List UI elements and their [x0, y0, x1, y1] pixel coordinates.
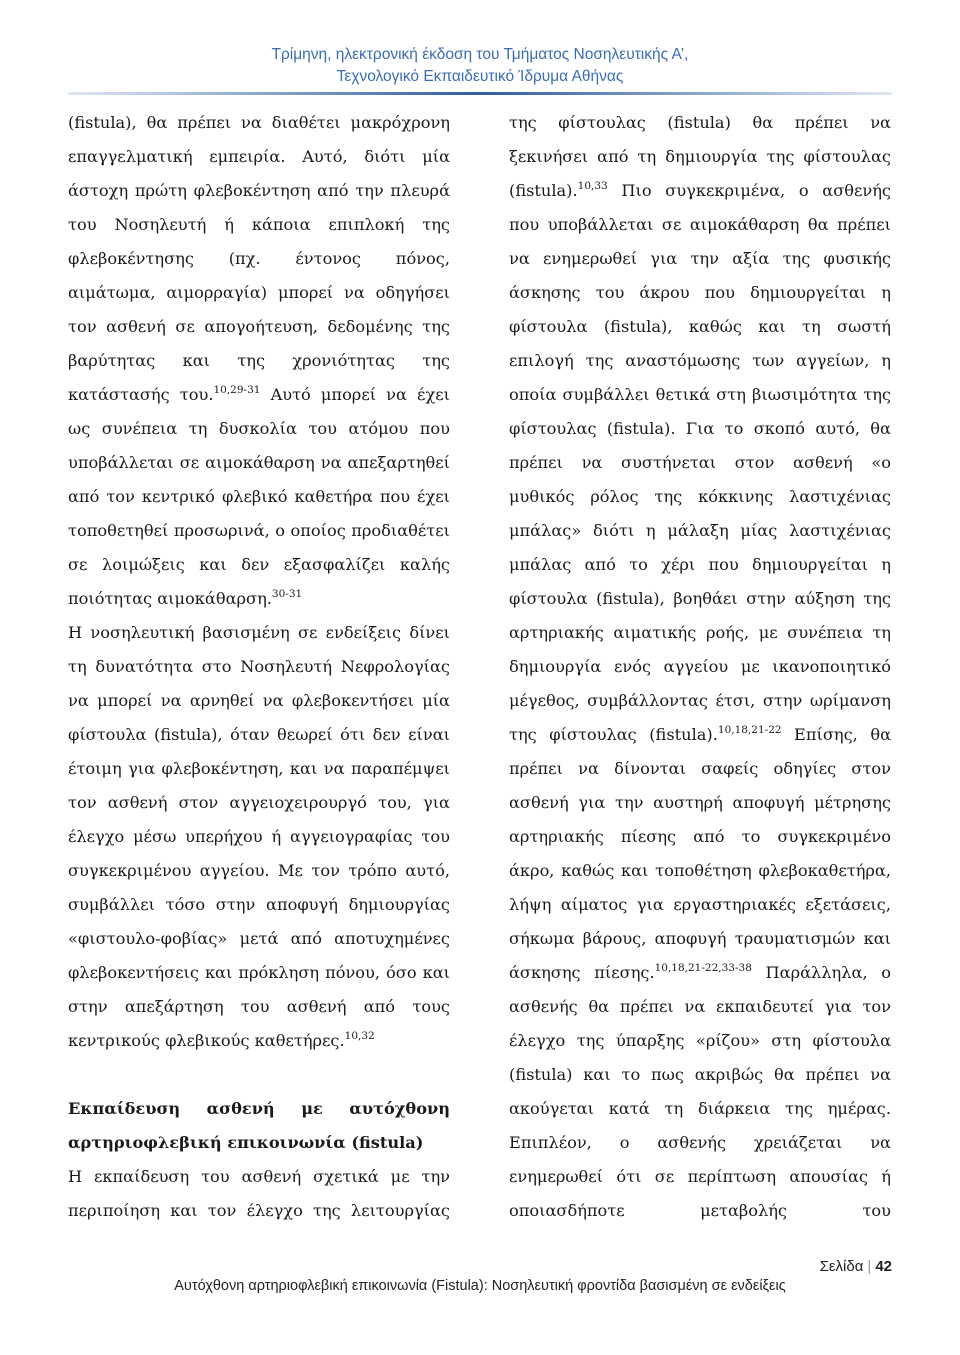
paragraph: Η νοσηλευτική βασισμένη σε ενδείξεις δίνει τη δυνατότητα στο Νοσηλευτή Νεφρολογίας να μπορεί να αρνηθεί να φλεβοκεντήσει μία φίστουλα (fistula), όταν θεωρεί ότι δεν είναι έτοιμη για φλεβοκέντηση, και να παραπέμψει τον ασθενή στον αγγειοχειρουργό του, για έλεγχο μέσω υπερήχου ή αγγειογραφίας του συγκεκριμένου αγγείου. Με τον τρόπο αυτό, συμβάλλει τόσο στην αποφυγή δημιουργίας «φιστουλο-φοβίας» μετά από αποτυχημένες φλεβοκεντήσεις και πρόκληση πόνου, όσο και στην απεξάρτηση του ασθενή από τους κεντρικούς φλεβικούς καθετήρες.$^{10,32}$: [68, 623, 450, 1050]
footer-title: Αυτόχθονη αρτηριοφλεβική επικοινωνία (Fistula): Νοσηλευτική φροντίδα βασισμένη σε ενδείξεις: [174, 1278, 786, 1294]
citation: 10,33: [577, 180, 608, 192]
section-heading: Εκπαίδευση ασθενή με αυτόχθονη αρτηριοφλεβική επικοινωνία (fistula): [68, 1099, 450, 1152]
left-column: [68, 106, 450, 1228]
header-divider: [68, 92, 892, 95]
citation: 10,18,21-22: [717, 724, 782, 736]
header-line-2: Τεχνολογικό Εκπαιδευτικό Ίδρυμα Αθήνας: [336, 68, 624, 85]
citation: 10,29-31: [213, 384, 261, 396]
paragraph: Η εκπαίδευση του ασθενή σχετικά με την περιποίηση και τον έλεγχο της λειτουργίας: [68, 1167, 450, 1220]
citation: 30-31: [271, 588, 303, 600]
right-column: [509, 106, 891, 1228]
citation: 10,18,21-22,33-38: [654, 962, 752, 974]
header-line-1: Τρίμηνη, ηλεκτρονική έκδοση του Τμήματος Νοσηλευτικής Α’,: [271, 46, 689, 63]
journal-header: [0, 44, 960, 88]
paragraph: της φίστουλας (fistula) θα πρέπει να ξεκινήσει από τη δημιουργία της φίστουλας (fistula).$^{10,33}$ Πιο συγκεκριμένα, ο ασθενής που υποβάλλεται σε αιμοκάθαρση θα πρέπει να ενημερωθεί για την αξία της φυσικής άσκησης του άκρου που δημιουργείται η φίστουλα (fistula), καθώς και τη σωστή επιλογή της αναστόμωσης των αγγείων, η οποία συμβάλλει θετικά στη βιωσιμότητα της φίστουλας (fistula). Για το σκοπό αυτό, θα πρέπει να συστήνεται στον ασθενή «ο μυθικός ρόλος της κόκκινης λαστιχένιας μπάλας» διότι η μάλαξη μίας λαστιχένιας μπάλας από το χέρι που δημιουργείται η φίστουλα (fistula), βοηθάει στην αύξηση της αρτηριακής αιματικής ροής, με συνέπεια τη δημιουργία ενός αγγείου με ικανοποιητικό μέγεθος, συμβάλλοντας έτσι, στην ωρίμανση της φίστουλας (fistula).$^{10,18,21-22}$ Επίσης, θα πρέπει να δίνονται σαφείς οδηγίες στον ασθενή για την αυστηρή αποφυγή μέτρησης αρτηριακής πίεσης από το συγκεκριμένο άκρο, καθώς και τοποθέτηση φλεβοκαθετήρα, λήψη αίματος για εργαστηριακές εξετάσεις, σήκωμα βάρους, αποφυγή τραυματισμών και άσκησης πίεσης.$^{10,18,21-22,33-38}$ Παράλληλα, ο ασθενής θα πρέπει να εκπαιδευτεί για τον έλεγχο της ύπαρξης «ρίζου» στη φίστουλα (fistula) και το πως ακριβώς θα πρέπει να ακούγεται κατά τη διάρκεια της ημέρας. Επιπλέον, ο ασθενής χρειάζεται να ενημερωθεί ότι σε περίπτωση απουσίας ή οποιασδήποτε μεταβολής του: [509, 113, 891, 1220]
spacer: [68, 1058, 450, 1092]
paragraph: (fistula), θα πρέπει να διαθέτει μακρόχρονη επαγγελματική εμπειρία. Αυτό, διότι μία άστοχη πρώτη φλεβοκέντηση από την πλευρά του Νοσηλευτή ή κάποια επιπλοκή της φλεβοκέντησης (πχ. έντονος πόνος, αιμάτωμα, αιμορραγία) μπορεί να οδηγήσει τον ασθενή σε απογοήτευση, δεδομένης της βαρύτητας και της χρονιότητας της κατάστασής του.$^{10,29-31}$ Αυτό μπορεί να έχει ως συνέπεια τη δυσκολία του ατόμου που υποβάλλεται σε αιμοκάθαρση να απεξαρτηθεί από τον κεντρικό φλεβικό καθετήρα που έχει τοποθετηθεί προσωρινά, ο οποίος προδιαθέτει σε λοιμώξεις και δεν εξασφαλίζει καλής ποιότητας αιμοκάθαρση.$^{30-31}$: [68, 113, 450, 608]
page-number: Σελίδα | 42: [819, 1258, 892, 1275]
citation: 10,32: [344, 1030, 375, 1042]
